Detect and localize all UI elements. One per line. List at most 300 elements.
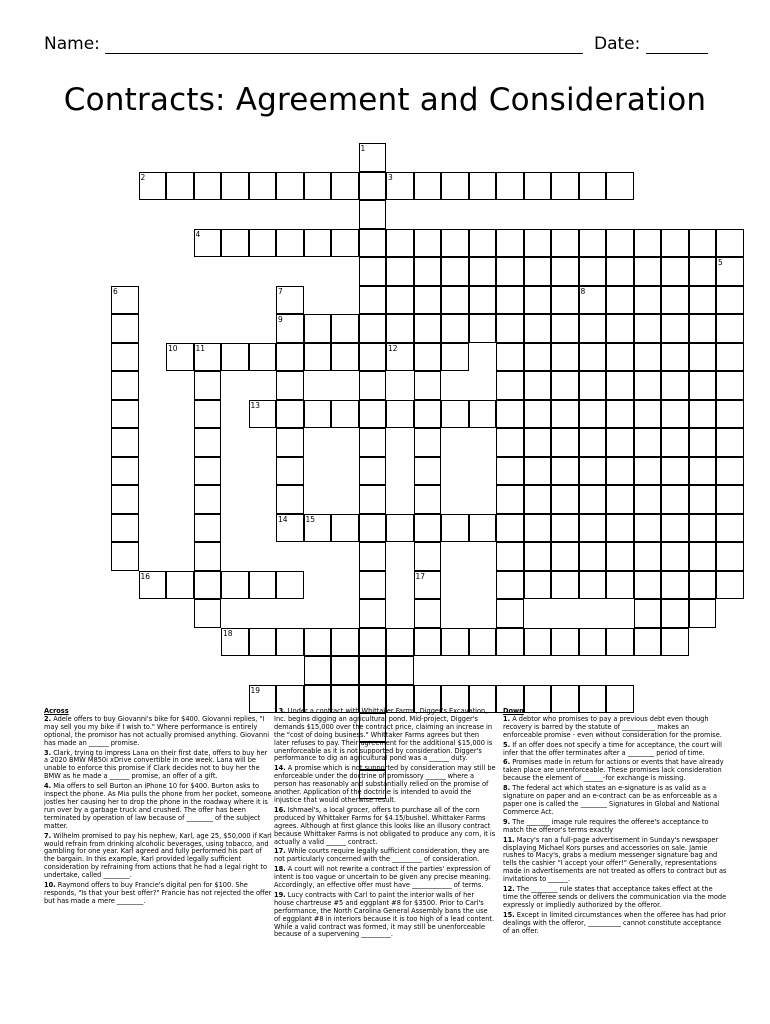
grid-cell[interactable]	[359, 485, 387, 514]
grid-cell[interactable]	[304, 229, 332, 258]
grid-cell[interactable]	[716, 257, 744, 286]
grid-cell[interactable]	[469, 400, 497, 429]
grid-cell[interactable]	[414, 542, 442, 571]
grid-cell[interactable]	[304, 628, 332, 657]
grid-cell[interactable]	[194, 457, 222, 486]
grid-cell[interactable]	[551, 257, 579, 286]
grid-cell[interactable]	[661, 314, 689, 343]
grid-cell[interactable]	[331, 343, 359, 372]
grid-cell[interactable]	[304, 172, 332, 201]
grid-cell[interactable]	[716, 229, 744, 258]
grid-cell[interactable]	[716, 571, 744, 600]
grid-cell[interactable]	[221, 229, 249, 258]
grid-cell[interactable]	[551, 229, 579, 258]
grid-cell[interactable]	[634, 314, 662, 343]
grid-cell[interactable]	[249, 571, 277, 600]
grid-cell[interactable]	[221, 343, 249, 372]
grid-cell[interactable]	[551, 428, 579, 457]
grid-cell[interactable]	[386, 343, 414, 372]
grid-cell[interactable]	[661, 628, 689, 657]
grid-cell[interactable]	[249, 400, 277, 429]
grid-cell[interactable]	[689, 599, 717, 628]
grid-cell[interactable]	[194, 400, 222, 429]
grid-cell[interactable]	[414, 514, 442, 543]
clue-number: 11	[195, 343, 206, 353]
grid-cell[interactable]	[359, 656, 387, 685]
grid-cell[interactable]	[606, 485, 634, 514]
grid-cell[interactable]	[414, 599, 442, 628]
grid-cell[interactable]	[414, 257, 442, 286]
grid-cell[interactable]	[194, 542, 222, 571]
grid-cell[interactable]	[661, 428, 689, 457]
grid-cell[interactable]	[469, 229, 497, 258]
grid-cell[interactable]	[194, 172, 222, 201]
grid-cell[interactable]	[194, 599, 222, 628]
grid-cell[interactable]	[441, 172, 469, 201]
grid-cell[interactable]	[386, 400, 414, 429]
grid-cell[interactable]	[386, 514, 414, 543]
clue-item-number: 19.	[274, 890, 286, 899]
grid-cell[interactable]	[689, 514, 717, 543]
clue-item-text: A court will not rewrite a contract if the parties' expression of intent is too vague or uncertain to be given any precise meaning. Accordingly, an effective offer must have ____________ of terms.	[274, 865, 491, 890]
grid-cell[interactable]	[221, 571, 249, 600]
grid-cell[interactable]	[606, 571, 634, 600]
grid-cell[interactable]	[359, 343, 387, 372]
grid-cell[interactable]	[689, 343, 717, 372]
grid-cell[interactable]	[524, 628, 552, 657]
clue-item-number: 6.	[503, 758, 511, 767]
grid-cell[interactable]	[606, 229, 634, 258]
grid-cell[interactable]	[606, 314, 634, 343]
grid-cell[interactable]	[551, 371, 579, 400]
grid-cell[interactable]	[496, 542, 524, 571]
grid-cell[interactable]	[304, 400, 332, 429]
clue-item-number: 13.	[274, 707, 286, 715]
grid-cell[interactable]	[414, 571, 442, 600]
grid-cell[interactable]	[661, 571, 689, 600]
grid-cell[interactable]	[166, 172, 194, 201]
grid-cell[interactable]	[469, 172, 497, 201]
grid-cell[interactable]	[551, 571, 579, 600]
grid-cell[interactable]	[194, 229, 222, 258]
clue-item-text: Wilhelm promised to pay his nephew, Karl, age 25, $50,000 if Karl would refrain from drinking alcoholic beverages, using tobacco, and gambling for one year. Karl agreed and fully performed his part of the bargain. In this example, Karl provided legally sufficient consideration by refraining from actions that he had a legal right to undertake, called ________.	[44, 831, 272, 880]
clue-item-text: Promises made in return for actions or events that have already taken place are unenforceable. These promises lack consideration because the element of ______-for exchange is missing.	[503, 758, 724, 783]
grid-cell[interactable]	[111, 457, 139, 486]
grid-cell[interactable]	[551, 457, 579, 486]
grid-cell[interactable]	[359, 371, 387, 400]
grid-cell[interactable]	[414, 628, 442, 657]
grid-cell[interactable]	[111, 428, 139, 457]
clue-item-text: Raymond offers to buy Francie's digital pen for $100. She responds, "Is that your best offer?" Francie has not rejected the offer but has made a mere ________.	[44, 881, 272, 905]
grid-cell[interactable]	[386, 257, 414, 286]
grid-cell[interactable]	[661, 457, 689, 486]
grid-cell[interactable]	[716, 485, 744, 514]
grid-cell[interactable]	[441, 314, 469, 343]
grid-cell[interactable]	[414, 314, 442, 343]
grid-cell[interactable]	[661, 343, 689, 372]
grid-cell[interactable]	[634, 343, 662, 372]
grid-cell[interactable]	[359, 428, 387, 457]
grid-cell[interactable]	[524, 257, 552, 286]
grid-cell[interactable]	[579, 485, 607, 514]
grid-cell[interactable]	[496, 172, 524, 201]
clue-item-text: Lucy contracts with Carl to paint the interior walls of her house chartreuse #5 and eggplant #8 for $3500. Prior to Carl's performance, the North Carolina General Assembly bans the use of eggplant #8 in interiors because it is too high of a lead content. While a valid contract was formed, it may still be unenforceable because of a supervening _________.	[274, 890, 495, 939]
grid-cell[interactable]	[331, 229, 359, 258]
clue-number: 6	[113, 286, 118, 296]
grid-cell[interactable]	[331, 314, 359, 343]
grid-cell[interactable]	[579, 514, 607, 543]
grid-cell[interactable]	[359, 599, 387, 628]
grid-cell[interactable]	[689, 371, 717, 400]
grid-cell[interactable]	[606, 343, 634, 372]
grid-cell[interactable]	[524, 343, 552, 372]
grid-cell[interactable]	[304, 314, 332, 343]
grid-cell[interactable]	[221, 628, 249, 657]
grid-cell[interactable]	[331, 172, 359, 201]
grid-cell[interactable]	[716, 343, 744, 372]
grid-cell[interactable]	[606, 628, 634, 657]
clue-item	[44, 882, 272, 906]
grid-cell[interactable]	[111, 371, 139, 400]
grid-cell[interactable]	[414, 229, 442, 258]
clue-item-number: 8.	[503, 784, 511, 793]
grid-cell[interactable]	[386, 229, 414, 258]
grid-cell[interactable]	[579, 542, 607, 571]
grid-cell[interactable]	[166, 343, 194, 372]
grid-cell[interactable]	[524, 314, 552, 343]
grid-cell[interactable]	[249, 343, 277, 372]
grid-cell[interactable]	[359, 229, 387, 258]
clue-item-text: The federal act which states an e-signature is as valid as a signature on paper and an e-contract can be as enforceable as a paper one is called the ________ Signatures in Global and National Commerce Act.	[503, 784, 720, 816]
grid-cell[interactable]	[276, 457, 304, 486]
grid-cell[interactable]	[359, 286, 387, 315]
grid-cell[interactable]	[496, 229, 524, 258]
grid-cell[interactable]	[414, 343, 442, 372]
grid-cell[interactable]	[606, 542, 634, 571]
grid-cell[interactable]	[276, 371, 304, 400]
grid-cell[interactable]	[606, 457, 634, 486]
clue-item-number: 18.	[274, 865, 286, 874]
grid-cell[interactable]	[496, 371, 524, 400]
grid-cell[interactable]	[276, 286, 304, 315]
grid-cell[interactable]	[496, 485, 524, 514]
grid-cell[interactable]	[579, 343, 607, 372]
clue-number: 7	[278, 286, 283, 296]
grid-cell[interactable]	[496, 257, 524, 286]
clue-number: 1	[360, 144, 366, 153]
clue-number: 4	[195, 229, 201, 239]
grid-cell[interactable]	[304, 514, 332, 543]
grid-cell[interactable]	[331, 628, 359, 657]
grid-cell[interactable]	[579, 257, 607, 286]
grid-cell[interactable]	[414, 485, 442, 514]
grid-cell[interactable]	[194, 571, 222, 600]
grid-cell[interactable]	[634, 628, 662, 657]
grid-cell[interactable]	[441, 257, 469, 286]
grid-cell[interactable]	[276, 428, 304, 457]
grid-cell[interactable]	[496, 457, 524, 486]
grid-cell[interactable]	[716, 286, 744, 315]
grid-cell[interactable]	[551, 172, 579, 201]
grid-cell[interactable]	[661, 599, 689, 628]
grid-cell[interactable]	[606, 514, 634, 543]
clue-item-number: 2.	[44, 714, 52, 723]
grid-cell[interactable]	[359, 457, 387, 486]
grid-cell[interactable]	[689, 457, 717, 486]
grid-cell[interactable]	[111, 514, 139, 543]
grid-cell[interactable]	[139, 172, 167, 201]
grid-cell[interactable]	[524, 485, 552, 514]
grid-cell[interactable]	[524, 286, 552, 315]
grid-cell[interactable]	[551, 542, 579, 571]
grid-cell[interactable]	[689, 229, 717, 258]
grid-cell[interactable]	[716, 457, 744, 486]
grid-cell[interactable]	[551, 314, 579, 343]
grid-cell[interactable]	[634, 485, 662, 514]
grid-cell[interactable]	[496, 571, 524, 600]
grid-cell[interactable]	[634, 514, 662, 543]
grid-cell[interactable]	[524, 514, 552, 543]
grid-cell[interactable]	[661, 257, 689, 286]
grid-cell[interactable]	[716, 371, 744, 400]
grid-cell[interactable]	[634, 457, 662, 486]
grid-cell[interactable]	[111, 286, 139, 315]
grid-cell[interactable]	[661, 286, 689, 315]
grid-cell[interactable]	[111, 485, 139, 514]
grid-cell[interactable]	[634, 371, 662, 400]
grid-cell[interactable]	[441, 514, 469, 543]
grid-cell[interactable]	[579, 571, 607, 600]
grid-cell[interactable]	[414, 371, 442, 400]
grid-cell[interactable]	[386, 286, 414, 315]
grid-cell[interactable]	[606, 400, 634, 429]
grid-cell[interactable]	[441, 229, 469, 258]
grid-cell[interactable]	[551, 400, 579, 429]
clue-item	[274, 708, 496, 763]
grid-cell[interactable]	[634, 229, 662, 258]
clue-number: 18	[223, 628, 233, 638]
grid-cell[interactable]	[634, 257, 662, 286]
grid-cell[interactable]	[331, 400, 359, 429]
grid-cell[interactable]	[579, 286, 607, 315]
grid-cell[interactable]	[359, 172, 387, 201]
grid-cell[interactable]	[551, 485, 579, 514]
grid-cell[interactable]	[551, 286, 579, 315]
grid-cell[interactable]	[716, 428, 744, 457]
grid-cell[interactable]	[606, 371, 634, 400]
clue-number: 5	[718, 258, 723, 267]
grid-cell[interactable]	[551, 343, 579, 372]
grid-cell[interactable]	[689, 314, 717, 343]
grid-cell[interactable]	[579, 229, 607, 258]
grid-cell[interactable]	[689, 400, 717, 429]
grid-cell[interactable]	[661, 400, 689, 429]
grid-cell[interactable]	[579, 400, 607, 429]
grid-cell[interactable]	[661, 514, 689, 543]
grid-cell[interactable]	[606, 172, 634, 201]
grid-cell[interactable]	[469, 314, 497, 343]
grid-cell[interactable]	[579, 457, 607, 486]
clue-section	[0, 708, 770, 1018]
grid-cell[interactable]	[716, 314, 744, 343]
grid-cell[interactable]	[386, 656, 414, 685]
clue-item	[503, 837, 728, 884]
clue-item-text: Macy's ran a full-page advertisement in Sunday's newspaper displaying Michael Kors purses and accessories on sale. Jamie rushes to Macy's, grabs a medium messenger signature bag and tells the cashier "I accept your offer!" Generally, representations made in advertisements are not treated as offers to contract but as invitations to ______.	[503, 835, 727, 884]
grid-cell[interactable]	[524, 542, 552, 571]
grid-cell[interactable]	[276, 314, 304, 343]
grid-cell[interactable]	[551, 628, 579, 657]
grid-cell[interactable]	[551, 514, 579, 543]
grid-cell[interactable]	[524, 229, 552, 258]
grid-cell[interactable]	[524, 172, 552, 201]
grid-cell[interactable]	[496, 628, 524, 657]
grid-cell[interactable]	[579, 628, 607, 657]
clue-number: 12	[388, 343, 398, 353]
grid-cell[interactable]	[579, 371, 607, 400]
grid-cell[interactable]	[359, 143, 387, 172]
grid-cell[interactable]	[276, 229, 304, 258]
grid-cell[interactable]	[469, 286, 497, 315]
clue-number: 14	[278, 514, 288, 524]
grid-cell[interactable]	[689, 542, 717, 571]
grid-cell[interactable]	[496, 343, 524, 372]
grid-cell[interactable]	[359, 200, 387, 229]
grid-cell[interactable]	[689, 286, 717, 315]
grid-cell[interactable]	[304, 343, 332, 372]
clue-item-number: 7.	[44, 831, 52, 840]
grid-cell[interactable]	[331, 514, 359, 543]
grid-cell[interactable]	[524, 571, 552, 600]
grid-cell[interactable]	[276, 485, 304, 514]
grid-cell[interactable]	[359, 571, 387, 600]
clue-item-number: 12.	[503, 885, 515, 894]
grid-cell[interactable]	[359, 314, 387, 343]
clue-item-text: If an offer does not specify a time for acceptance, the court will infer that the offer terminates after a ________ period of time.	[503, 740, 722, 757]
grid-cell[interactable]	[579, 428, 607, 457]
clue-number: 8	[580, 286, 586, 296]
grid-cell[interactable]	[111, 314, 139, 343]
grid-cell[interactable]	[276, 628, 304, 657]
grid-cell[interactable]	[469, 257, 497, 286]
grid-cell[interactable]	[414, 428, 442, 457]
grid-cell[interactable]	[469, 514, 497, 543]
grid-cell[interactable]	[496, 314, 524, 343]
clue-item	[274, 848, 496, 864]
grid-cell[interactable]	[249, 229, 277, 258]
clue-column-across-continued	[274, 708, 496, 941]
grid-cell[interactable]	[469, 628, 497, 657]
grid-cell[interactable]	[249, 172, 277, 201]
grid-cell[interactable]	[661, 229, 689, 258]
clue-item	[44, 833, 272, 880]
grid-cell[interactable]	[221, 172, 249, 201]
grid-cell[interactable]	[194, 514, 222, 543]
grid-cell[interactable]	[359, 514, 387, 543]
grid-cell[interactable]	[716, 400, 744, 429]
grid-cell[interactable]	[359, 257, 387, 286]
grid-cell[interactable]	[414, 457, 442, 486]
grid-cell[interactable]	[304, 656, 332, 685]
grid-cell[interactable]	[386, 314, 414, 343]
grid-cell[interactable]	[689, 571, 717, 600]
grid-cell[interactable]	[111, 343, 139, 372]
grid-cell[interactable]	[139, 571, 167, 600]
grid-cell[interactable]	[276, 514, 304, 543]
grid-cell[interactable]	[606, 286, 634, 315]
grid-cell[interactable]	[194, 343, 222, 372]
grid-cell[interactable]	[661, 371, 689, 400]
grid-cell[interactable]	[634, 571, 662, 600]
grid-cell[interactable]	[386, 628, 414, 657]
clue-item-text: Mia offers to sell Burton an iPhone 10 for $400. Burton asks to inspect the phone. As Mia pulls the phone from her pocket, someone jostles her causing her to drop the phone in the roadway where it is run over by a garbage truck and crushed. The offer has been terminated by operation of law because of ________ of the subject matter.	[44, 782, 272, 830]
clue-item	[44, 716, 272, 748]
grid-cell[interactable]	[606, 257, 634, 286]
clue-item-number: 17.	[274, 847, 286, 856]
grid-cell[interactable]	[716, 542, 744, 571]
grid-cell[interactable]	[194, 371, 222, 400]
grid-cell[interactable]	[441, 343, 469, 372]
grid-cell[interactable]	[634, 542, 662, 571]
grid-cell[interactable]	[661, 542, 689, 571]
grid-cell[interactable]	[359, 628, 387, 657]
grid-cell[interactable]	[634, 599, 662, 628]
grid-cell[interactable]	[524, 400, 552, 429]
grid-cell[interactable]	[276, 172, 304, 201]
grid-cell[interactable]	[414, 400, 442, 429]
grid-cell[interactable]	[606, 428, 634, 457]
grid-cell[interactable]	[524, 371, 552, 400]
grid-cell[interactable]	[359, 542, 387, 571]
grid-cell[interactable]	[166, 571, 194, 600]
grid-cell[interactable]	[496, 428, 524, 457]
grid-cell[interactable]	[331, 656, 359, 685]
grid-cell[interactable]	[276, 571, 304, 600]
grid-cell[interactable]	[524, 457, 552, 486]
grid-cell[interactable]	[634, 428, 662, 457]
grid-cell[interactable]	[634, 400, 662, 429]
grid-cell[interactable]	[524, 428, 552, 457]
clue-item	[503, 742, 728, 758]
grid-cell[interactable]	[634, 286, 662, 315]
grid-cell[interactable]	[496, 286, 524, 315]
grid-cell[interactable]	[194, 485, 222, 514]
grid-cell[interactable]	[441, 286, 469, 315]
grid-cell[interactable]	[496, 514, 524, 543]
grid-cell[interactable]	[414, 286, 442, 315]
grid-cell[interactable]	[496, 400, 524, 429]
grid-cell[interactable]	[496, 599, 524, 628]
grid-cell[interactable]	[716, 514, 744, 543]
grid-cell[interactable]	[579, 172, 607, 201]
grid-cell[interactable]	[661, 485, 689, 514]
grid-cell[interactable]	[386, 172, 414, 201]
grid-cell[interactable]	[194, 428, 222, 457]
grid-cell[interactable]	[441, 628, 469, 657]
grid-cell[interactable]	[359, 400, 387, 429]
clue-number: 3	[388, 172, 393, 182]
grid-cell[interactable]	[276, 343, 304, 372]
grid-cell[interactable]	[689, 485, 717, 514]
grid-cell[interactable]	[689, 428, 717, 457]
grid-cell[interactable]	[414, 172, 442, 201]
grid-cell[interactable]	[441, 400, 469, 429]
grid-cell[interactable]	[111, 400, 139, 429]
grid-cell[interactable]	[579, 314, 607, 343]
grid-cell[interactable]	[111, 542, 139, 571]
grid-cell[interactable]	[689, 257, 717, 286]
grid-cell[interactable]	[276, 400, 304, 429]
grid-cell[interactable]	[249, 628, 277, 657]
